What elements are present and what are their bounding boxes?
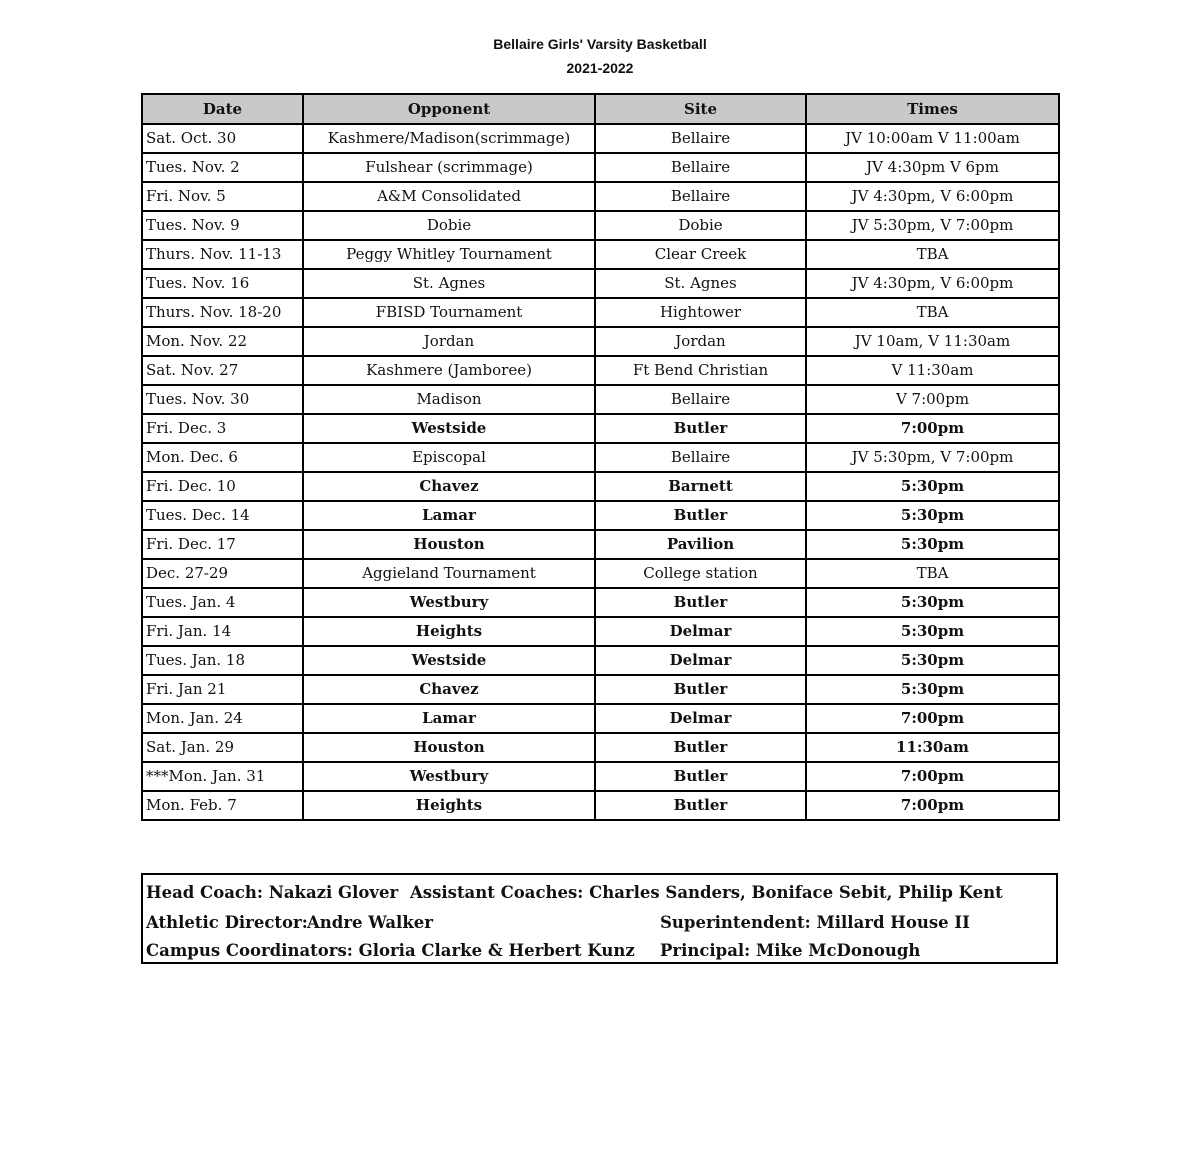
opponent-cell: Dobie (303, 211, 595, 240)
site-cell: Hightower (595, 298, 806, 327)
athletic-director-name: Andre Walker (307, 913, 433, 932)
date-cell: Fri. Nov. 5 (142, 182, 303, 211)
times-cell: JV 4:30pm V 6pm (806, 153, 1059, 182)
site-cell: College station (595, 559, 806, 588)
header-opponent: Opponent (303, 94, 595, 124)
opponent-cell: Aggieland Tournament (303, 559, 595, 588)
table-row (142, 762, 1059, 791)
date-cell: Mon. Dec. 6 (142, 443, 303, 472)
times-cell: 5:30pm (806, 646, 1059, 675)
opponent-cell: Chavez (303, 675, 595, 704)
opponent-cell: Houston (303, 530, 595, 559)
date-cell: Fri. Dec. 17 (142, 530, 303, 559)
opponent-cell: St. Agnes (303, 269, 595, 298)
table-row (142, 675, 1059, 704)
site-cell: Delmar (595, 617, 806, 646)
opponent-cell: Madison (303, 385, 595, 414)
times-cell: V 11:30am (806, 356, 1059, 385)
date-cell: Mon. Nov. 22 (142, 327, 303, 356)
table-row (142, 240, 1059, 269)
times-cell: 7:00pm (806, 762, 1059, 791)
times-cell: 5:30pm (806, 472, 1059, 501)
date-cell: Fri. Jan 21 (142, 675, 303, 704)
table-row (142, 791, 1059, 820)
date-cell: ***Mon. Jan. 31 (142, 762, 303, 791)
table-row (142, 559, 1059, 588)
times-cell: JV 5:30pm, V 7:00pm (806, 443, 1059, 472)
table-row (142, 414, 1059, 443)
date-cell: Mon. Jan. 24 (142, 704, 303, 733)
header-date: Date (142, 94, 303, 124)
date-cell: Tues. Nov. 2 (142, 153, 303, 182)
date-cell: Fri. Dec. 3 (142, 414, 303, 443)
page-title: Bellaire Girls' Varsity Basketball (493, 36, 707, 52)
table-row (142, 472, 1059, 501)
times-cell: 5:30pm (806, 501, 1059, 530)
times-cell: JV 10am, V 11:30am (806, 327, 1059, 356)
opponent-cell: FBISD Tournament (303, 298, 595, 327)
opponent-cell: Jordan (303, 327, 595, 356)
header-site: Site (595, 94, 806, 124)
opponent-cell: Lamar (303, 501, 595, 530)
site-cell: Clear Creek (595, 240, 806, 269)
times-cell: 7:00pm (806, 704, 1059, 733)
table-row (142, 298, 1059, 327)
times-cell: V 7:00pm (806, 385, 1059, 414)
times-cell: TBA (806, 559, 1059, 588)
schedule-table (141, 93, 1060, 821)
times-cell: JV 10:00am V 11:00am (806, 124, 1059, 153)
opponent-cell: Kashmere (Jamboree) (303, 356, 595, 385)
opponent-cell: Peggy Whitley Tournament (303, 240, 595, 269)
campus-coordinators: Campus Coordinators: Gloria Clarke & Herbert Kunz (146, 941, 635, 960)
table-row (142, 443, 1059, 472)
date-cell: Sat. Oct. 30 (142, 124, 303, 153)
table-row (142, 327, 1059, 356)
site-cell: Butler (595, 414, 806, 443)
header-row (142, 94, 1059, 124)
opponent-cell: Kashmere/Madison(scrimmage) (303, 124, 595, 153)
table-row (142, 530, 1059, 559)
table-row (142, 704, 1059, 733)
athletic-director-label: Athletic Director: (146, 913, 308, 932)
schedule-body (142, 124, 1059, 820)
staff-box (141, 873, 1058, 964)
superintendent: Superintendent: Millard House II (660, 913, 970, 932)
date-cell: Fri. Jan. 14 (142, 617, 303, 646)
site-cell: Butler (595, 501, 806, 530)
table-row (142, 153, 1059, 182)
table-row (142, 356, 1059, 385)
opponent-cell: Heights (303, 617, 595, 646)
season-subtitle: 2021-2022 (566, 60, 634, 76)
table-row (142, 269, 1059, 298)
opponent-cell: Heights (303, 791, 595, 820)
opponent-cell: Westbury (303, 762, 595, 791)
times-cell: TBA (806, 298, 1059, 327)
site-cell: Butler (595, 762, 806, 791)
date-cell: Tues. Nov. 16 (142, 269, 303, 298)
header-times: Times (806, 94, 1059, 124)
site-cell: Delmar (595, 704, 806, 733)
site-cell: Bellaire (595, 153, 806, 182)
times-cell: 7:00pm (806, 791, 1059, 820)
site-cell: Butler (595, 675, 806, 704)
times-cell: 5:30pm (806, 530, 1059, 559)
principal: Principal: Mike McDonough (660, 941, 921, 960)
times-cell: JV 5:30pm, V 7:00pm (806, 211, 1059, 240)
date-cell: Dec. 27-29 (142, 559, 303, 588)
date-cell: Tues. Nov. 30 (142, 385, 303, 414)
site-cell: Butler (595, 791, 806, 820)
opponent-cell: A&M Consolidated (303, 182, 595, 211)
opponent-cell: Fulshear (scrimmage) (303, 153, 595, 182)
date-cell: Fri. Dec. 10 (142, 472, 303, 501)
assistant-coaches: Assistant Coaches: Charles Sanders, Boniface Sebit, Philip Kent (410, 883, 1003, 902)
table-row (142, 124, 1059, 153)
opponent-cell: Chavez (303, 472, 595, 501)
times-cell: 7:00pm (806, 414, 1059, 443)
opponent-cell: Westside (303, 414, 595, 443)
site-cell: Bellaire (595, 443, 806, 472)
opponent-cell: Lamar (303, 704, 595, 733)
site-cell: Bellaire (595, 124, 806, 153)
date-cell: Tues. Jan. 18 (142, 646, 303, 675)
date-cell: Mon. Feb. 7 (142, 791, 303, 820)
date-cell: Tues. Nov. 9 (142, 211, 303, 240)
site-cell: Ft Bend Christian (595, 356, 806, 385)
table-row (142, 617, 1059, 646)
site-cell: Barnett (595, 472, 806, 501)
table-row (142, 501, 1059, 530)
opponent-cell: Episcopal (303, 443, 595, 472)
site-cell: Butler (595, 733, 806, 762)
times-cell: JV 4:30pm, V 6:00pm (806, 269, 1059, 298)
table-row (142, 385, 1059, 414)
head-coach: Head Coach: Nakazi Glover (146, 883, 399, 902)
table-row (142, 733, 1059, 762)
site-cell: Bellaire (595, 385, 806, 414)
site-cell: Butler (595, 588, 806, 617)
site-cell: Bellaire (595, 182, 806, 211)
times-cell: 5:30pm (806, 588, 1059, 617)
opponent-cell: Westbury (303, 588, 595, 617)
table-row (142, 646, 1059, 675)
table-row (142, 182, 1059, 211)
site-cell: Dobie (595, 211, 806, 240)
table-row (142, 211, 1059, 240)
times-cell: TBA (806, 240, 1059, 269)
times-cell: 5:30pm (806, 617, 1059, 646)
site-cell: Delmar (595, 646, 806, 675)
times-cell: 5:30pm (806, 675, 1059, 704)
times-cell: 11:30am (806, 733, 1059, 762)
opponent-cell: Westside (303, 646, 595, 675)
date-cell: Tues. Dec. 14 (142, 501, 303, 530)
opponent-cell: Houston (303, 733, 595, 762)
site-cell: Pavilion (595, 530, 806, 559)
date-cell: Tues. Jan. 4 (142, 588, 303, 617)
date-cell: Sat. Jan. 29 (142, 733, 303, 762)
date-cell: Thurs. Nov. 11-13 (142, 240, 303, 269)
times-cell: JV 4:30pm, V 6:00pm (806, 182, 1059, 211)
site-cell: Jordan (595, 327, 806, 356)
table-row (142, 588, 1059, 617)
site-cell: St. Agnes (595, 269, 806, 298)
date-cell: Thurs. Nov. 18-20 (142, 298, 303, 327)
date-cell: Sat. Nov. 27 (142, 356, 303, 385)
